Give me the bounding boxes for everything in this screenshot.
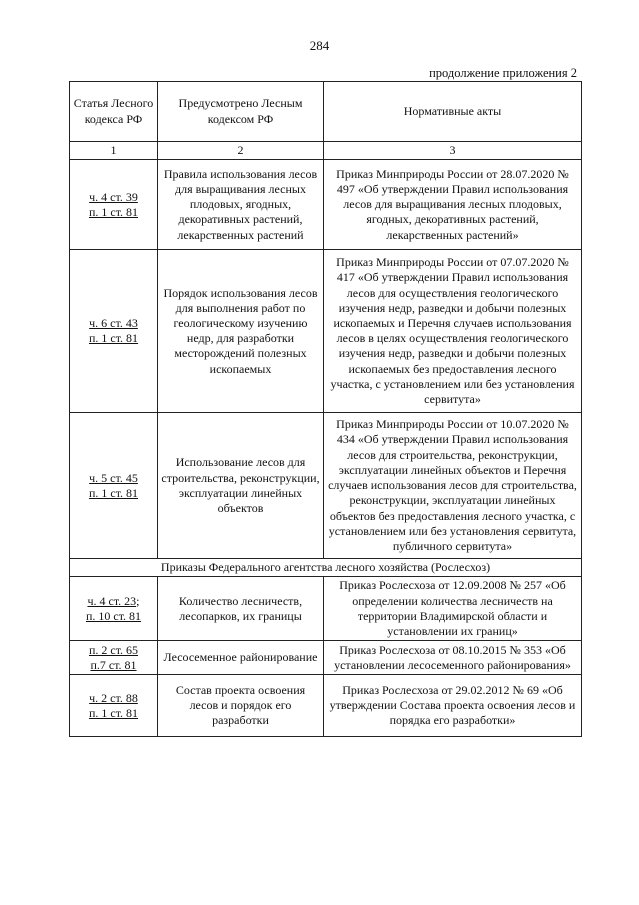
article-link[interactable]: п. 1 ст. 81	[88, 705, 139, 720]
provision-cell: Состав проекта освоения лесов и порядок его разработки	[158, 675, 324, 737]
article-link[interactable]: п. 1 ст. 81	[88, 204, 139, 219]
column-number: 2	[158, 142, 324, 160]
page-number: 284	[309, 38, 330, 53]
article-reference[interactable]	[70, 160, 158, 250]
act-cell: Приказ Рослесхоза от 29.02.2012 № 69 «Об утверждении Состава проекта освоения лесов и порядка его разработки»	[324, 675, 582, 737]
provision-cell: Порядок использования лесов для выполнения работ по геологическому изучению недр, для разработки месторождений полезных ископаемых	[158, 250, 324, 413]
header-provision: Предусмотрено Лесным кодексом РФ	[158, 82, 324, 142]
act-cell: Приказ Минприроды России от 07.07.2020 № 417 «Об утверждении Правил использования лесов для осуществления геологического изучения недр, разведки и добычи полезных ископаемых и Перечня случаев использования лесов в целях осуществления геологического изучения недр, разведки и добычи полезных ископаемых без предоставления лесного участка, с установлением или без установления сервитута»	[324, 250, 582, 413]
table-row	[70, 160, 582, 250]
normative-acts-table	[69, 81, 582, 737]
article-link[interactable]: п. 1 ст. 81	[88, 485, 139, 500]
article-link[interactable]: п.7 ст. 81	[90, 657, 137, 672]
table-row	[70, 250, 582, 413]
act-cell: Приказ Рослесхоза от 08.10.2015 № 353 «Об установлении лесосеменного районирования»	[324, 641, 582, 675]
article-link[interactable]: п. 1 ст. 81	[88, 331, 139, 346]
article-link[interactable]: п. 10 ст. 81	[85, 608, 142, 623]
article-link[interactable]: ч. 5 ст. 45	[89, 470, 138, 485]
article-link[interactable]: ч. 6 ст. 43	[89, 316, 138, 330]
article-reference[interactable]	[70, 675, 158, 737]
table-row	[70, 413, 582, 559]
column-number: 3	[324, 142, 582, 160]
provision-cell: Использование лесов для строительства, реконструкции, эксплуатации линейных объектов	[158, 413, 324, 559]
article-reference[interactable]	[70, 641, 158, 675]
table-row	[70, 641, 582, 675]
header-article: Статья Лесного кодекса РФ	[70, 82, 158, 142]
continuation-note: продолжение приложения 2	[429, 66, 577, 80]
act-cell: Приказ Рослесхоза от 12.09.2008 № 257 «Об определении количества лесничеств на территории Владимирской области и установлении их границ»	[324, 577, 582, 641]
provision-cell: Лесосеменное районирование	[158, 641, 324, 675]
header-row	[70, 82, 582, 142]
act-cell: Приказ Минприроды России от 28.07.2020 № 497 «Об утверждении Правил использования лесов для выращивания лесных плодовых, ягодных, декоративных растений, лекарственных растений»	[324, 160, 582, 250]
article-reference[interactable]	[70, 413, 158, 559]
article-link[interactable]: ч. 4 ст. 39	[89, 189, 138, 204]
section-title: Приказы Федерального агентства лесного хозяйства (Рослесхоз)	[70, 559, 582, 577]
table-row	[70, 675, 582, 737]
table-row	[70, 577, 582, 641]
act-cell: Приказ Минприроды России от 10.07.2020 № 434 «Об утверждении Правил использования лесов для строительства, реконструкции, эксплуатации линейных объектов и Перечня случаев использования лесов для строительства, реконструкции, эксплуатации линейных объектов без предоставления лесного участка, с установлением или без установления сервитута, публичного сервитута»	[324, 413, 582, 559]
article-reference[interactable]	[70, 250, 158, 413]
column-number-row	[70, 142, 582, 160]
provision-cell: Количество лесничеств, лесопарков, их границы	[158, 577, 324, 641]
header-acts: Нормативные акты	[324, 82, 582, 142]
provision-cell: Правила использования лесов для выращивания лесных плодовых, ягодных, декоративных растений, лекарственных растений	[158, 160, 324, 250]
section-row	[70, 559, 582, 577]
article-reference[interactable]	[70, 577, 158, 641]
column-number: 1	[70, 142, 158, 160]
article-link[interactable]: ч. 4 ст. 23;	[87, 593, 140, 608]
article-link[interactable]: ч. 2 ст. 88	[89, 690, 138, 705]
article-link[interactable]: п. 2 ст. 65	[88, 642, 139, 657]
